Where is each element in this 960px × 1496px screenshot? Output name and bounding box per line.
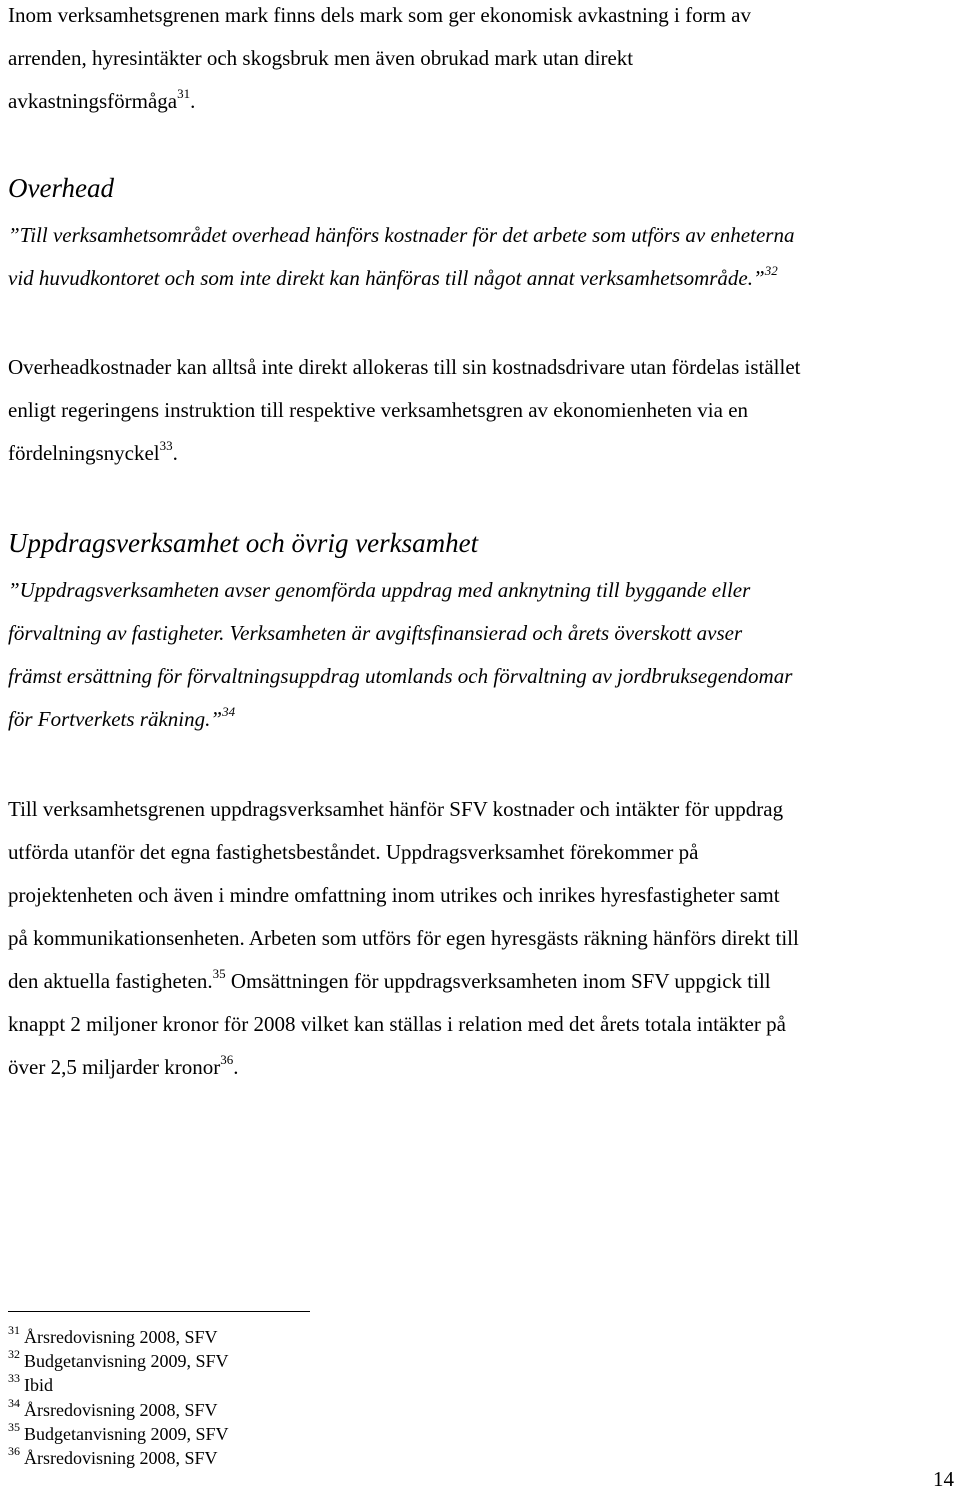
footnote-text: Ibid: [24, 1375, 53, 1396]
uppdrag-quote: [8, 569, 956, 741]
footnote-text: Budgetanvisning 2009, SFV: [24, 1351, 229, 1372]
text-segment: .: [172, 441, 178, 465]
text-line: [8, 960, 956, 1003]
footnote-ref: 31: [177, 86, 191, 101]
footnote-ref: 34: [222, 704, 236, 719]
quote-line: ”Till verksamhetsområdet overhead hänförs kostnader för det arbete som utförs av enheterna: [8, 223, 795, 247]
footnote-number: 34: [8, 1395, 20, 1410]
quote-line: ”Uppdragsverksamheten avser genomförda uppdrag med anknytning till byggande eller: [8, 578, 751, 602]
quote-line: främst ersättning för förvaltningsuppdrag utomlands och förvaltning av jordbruksegendomar: [8, 664, 793, 688]
section-heading-overhead: Overhead: [8, 173, 114, 203]
footnote-number: 32: [8, 1347, 20, 1362]
text-segment: vid huvudkontoret och som inte direkt kan hänföras till något annat verksamhetsområde.”: [8, 266, 765, 290]
text-segment: .: [190, 89, 196, 113]
uppdrag-paragraph: [8, 788, 956, 1089]
footnote: [8, 1395, 229, 1422]
text-line: projektenheten och även i mindre omfattning inom utrikes och inrikes hyresfastigheter samt: [8, 883, 780, 907]
footnote-text: Årsredovisning 2008, SFV: [24, 1327, 218, 1347]
quote-line: [8, 698, 956, 741]
text-segment: den aktuella fastigheten.: [8, 969, 213, 993]
page-number: 14: [933, 1467, 954, 1491]
text-segment: avkastningsförmåga: [8, 89, 178, 113]
footnote: [8, 1325, 229, 1349]
text-segment: över 2,5 miljarder kronor: [8, 1055, 221, 1079]
quote-line: förvaltning av fastigheter. Verksamheten är avgiftsfinansierad och årets överskott avser: [8, 621, 743, 645]
footnote-number: 31: [8, 1323, 20, 1337]
footnote: [8, 1373, 229, 1397]
footnotes: [8, 1325, 229, 1470]
text-segment: för Fortverkets räkning.”: [8, 707, 223, 731]
overhead-quote: [8, 214, 956, 300]
text-line: Inom verksamhetsgrenen mark finns dels mark som ger ekonomisk avkastning i form av: [8, 3, 751, 27]
text-line: Overheadkostnader kan alltså inte direkt allokeras till sin kostnadsdrivare utan fördelas istället: [8, 355, 801, 379]
section-heading-uppdrag: Uppdragsverksamhet och övrig verksamhet: [8, 528, 479, 558]
footnote-ref: 36: [220, 1052, 234, 1067]
text-line: knappt 2 miljoner kronor för 2008 vilket kan ställas i relation med det årets totala intäkter på: [8, 1012, 786, 1036]
footnote: [8, 1419, 229, 1446]
footnote-number: 35: [8, 1419, 20, 1434]
footnote-text: Budgetanvisning 2009, SFV: [24, 1423, 229, 1444]
text-segment: Omsättningen för uppdragsverksamheten inom SFV uppgick till: [225, 969, 771, 993]
text-line: arrenden, hyresintäkter och skogsbruk men även obrukad mark utan direkt: [8, 46, 634, 70]
footnote-text: Årsredovisning 2008, SFV: [24, 1399, 218, 1420]
footnote-ref: 33: [159, 438, 173, 453]
footnote-ref: 32: [764, 263, 778, 278]
text-segment: fördelningsnyckel: [8, 441, 160, 465]
footnote: [8, 1446, 229, 1470]
overhead-paragraph: [8, 346, 956, 475]
footnote-ref: 35: [212, 966, 226, 981]
footnote-text: Årsredovisning 2008, SFV: [24, 1448, 218, 1469]
text-line: [8, 80, 956, 123]
text-line: enligt regeringens instruktion till respektive verksamhetsgren av ekonomienheten via en: [8, 398, 749, 422]
text-line: utförda utanför det egna fastighetsbeståndet. Uppdragsverksamhet förekommer på: [8, 840, 699, 864]
footnote-separator: [8, 1311, 310, 1312]
text-line: [8, 432, 956, 475]
footnote: [8, 1349, 229, 1373]
text-line: på kommunikationsenheten. Arbeten som utförs för egen hyresgästs räkning hänförs direkt till: [8, 926, 799, 950]
text-segment: .: [233, 1055, 239, 1079]
quote-line: [8, 257, 956, 300]
text-line: Till verksamhetsgrenen uppdragsverksamhet hänför SFV kostnader och intäkter för uppdrag: [8, 797, 784, 821]
text-line: [8, 1046, 956, 1089]
footnote-number: 33: [8, 1371, 20, 1386]
footnote-number: 36: [8, 1444, 20, 1459]
intro-paragraph: [8, 0, 956, 123]
